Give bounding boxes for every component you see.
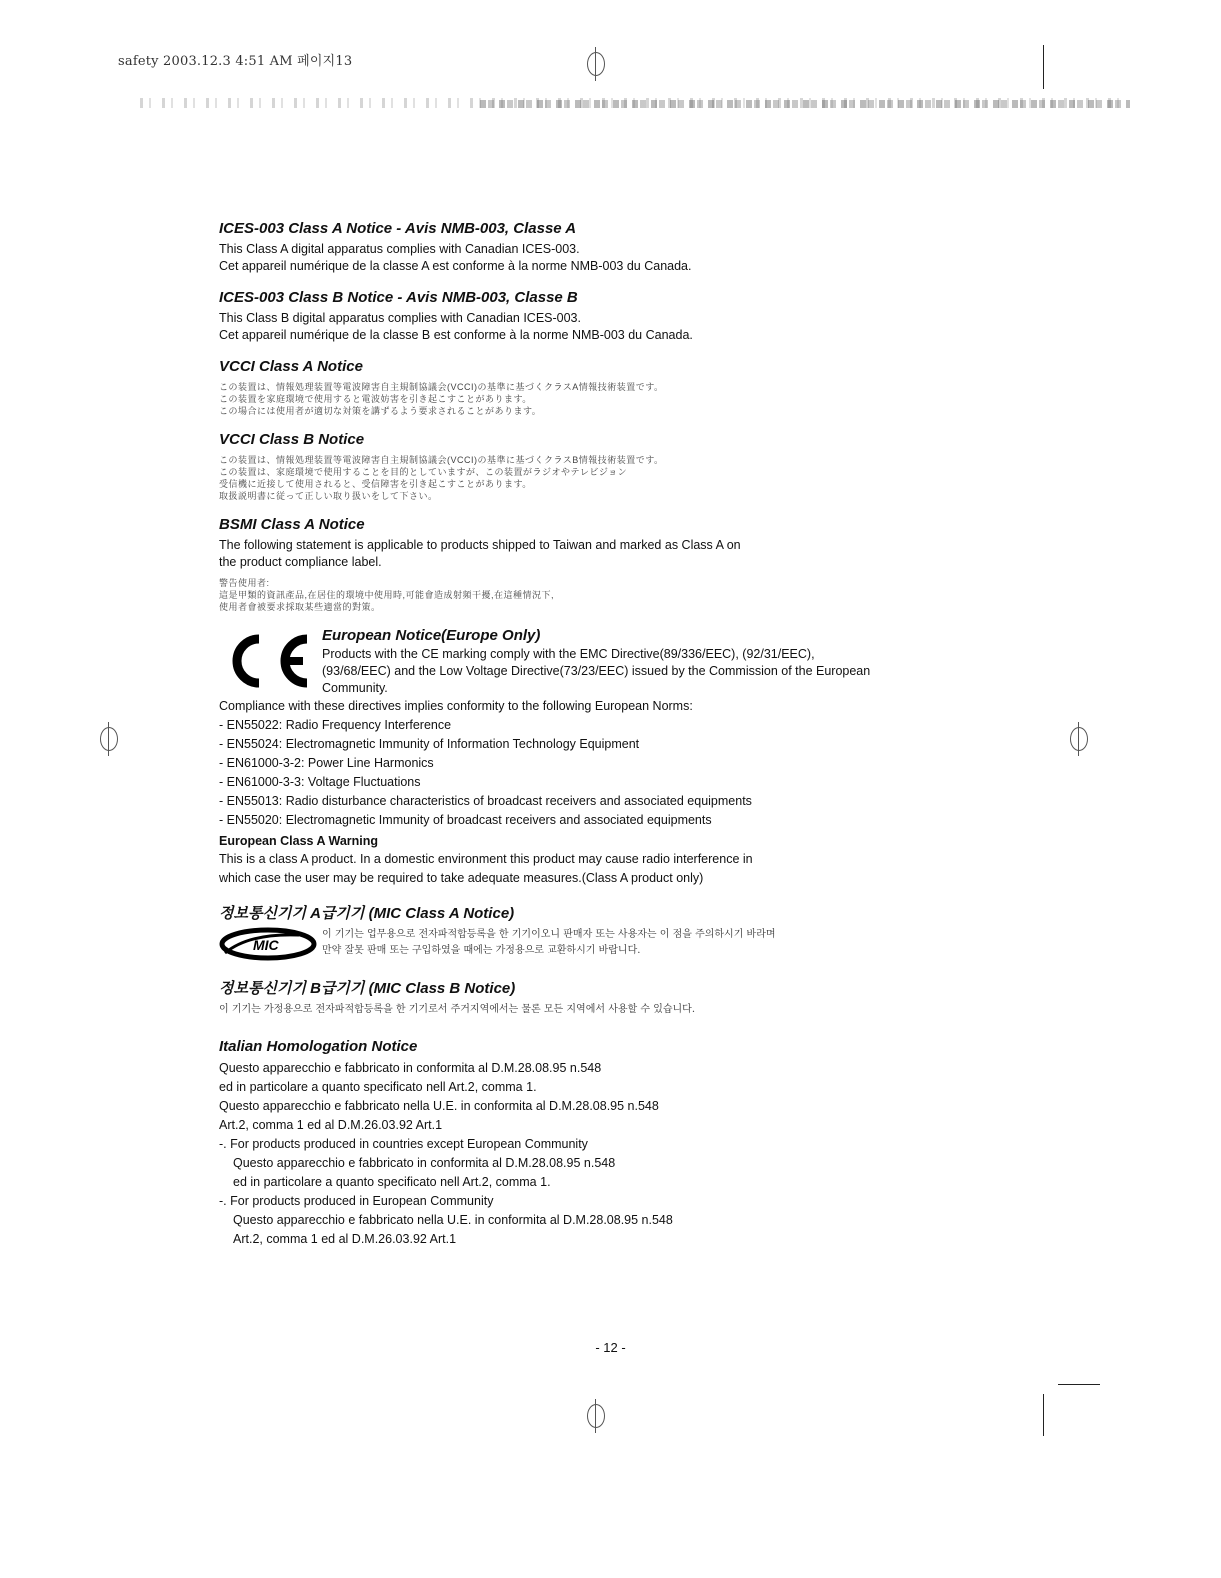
bullet-line: -. For products produced in countries except European Community <box>219 1137 588 1151</box>
italian-homologation-section <box>219 1038 1019 1249</box>
section-title: ICES-003 Class A Notice - Avis NMB-003, Classe A <box>219 220 577 237</box>
paragraph-line: (93/68/EEC) and the Low Voltage Directive(73/23/EEC) issued by the Commission of the European <box>322 664 871 678</box>
mic-notice-row <box>219 927 1019 963</box>
japanese-line: この装置は、情報処理装置等電波障害自主規制協議会(VCCI)の基準に基づくクラスA情報技術装置です。 <box>219 382 664 392</box>
korean-line: 이 기기는 업무용으로 전자파적합등록을 한 기기이오니 판매자 또는 사용자는 이 점을 주의하시기 바라며 <box>322 929 776 940</box>
paragraph-line: ed in particolare a quanto specificato nell Art.2, comma 1. <box>219 1080 537 1094</box>
list-item: - EN55022: Radio Frequency Interference <box>219 718 452 732</box>
japanese-line: 取扱説明書に従って正しい取り扱いをして下さい。 <box>219 491 438 501</box>
paragraph-line: This Class A digital apparatus complies with Canadian ICES-003. <box>219 242 580 256</box>
japanese-line: この装置は、家庭環境で使用することを目的としていますが、この装置がラジオやテレビジョン <box>219 467 628 477</box>
japanese-line: この場合には使用者が適切な対策を講ずるよう要求されることがあります。 <box>219 406 542 416</box>
crop-mark-bottom-right-h <box>1058 1384 1100 1385</box>
japanese-line: 受信機に近接して使用されると、受信障害を引き起こすことがあります。 <box>219 479 532 489</box>
registration-mark-top <box>587 52 605 76</box>
japanese-line: この装置は、情報処理装置等電波障害自主規制協議会(VCCI)の基準に基づくクラスB情報技術装置です。 <box>219 455 664 465</box>
document-body <box>219 220 1019 1263</box>
crop-mark-top-right <box>1043 45 1044 89</box>
registration-mark-bottom <box>587 1404 605 1428</box>
european-notice-section <box>219 627 1019 697</box>
bullet-line: -. For products produced in European Community <box>219 1194 494 1208</box>
paragraph-line: Art.2, comma 1 ed al D.M.26.03.92 Art.1 <box>219 1118 443 1132</box>
ices-class-a-section <box>219 220 1019 275</box>
section-title: Italian Homologation Notice <box>219 1038 418 1055</box>
bsmi-class-a-section <box>219 516 1019 613</box>
section-title: ICES-003 Class B Notice - Avis NMB-003, Classe B <box>219 289 578 306</box>
ices-class-b-section <box>219 289 1019 344</box>
list-item: - EN55020: Electromagnetic Immunity of broadcast receivers and associated equipments <box>219 813 712 827</box>
compliance-statement: Compliance with these directives implies conformity to the following European Norms: <box>219 699 693 713</box>
paragraph-line: Art.2, comma 1 ed al D.M.26.03.92 Art.1 <box>233 1232 457 1246</box>
section-title: VCCI Class A Notice <box>219 358 363 375</box>
ce-mark-icon <box>219 631 311 691</box>
registration-mark-left <box>100 727 118 751</box>
paragraph-line: Cet appareil numérique de la classe A est conforme à la norme NMB-003 du Canada. <box>219 259 692 273</box>
list-item: - EN61000-3-3: Voltage Fluctuations <box>219 775 421 789</box>
paragraph-line: This Class B digital apparatus complies with Canadian ICES-003. <box>219 311 581 325</box>
section-title: European Notice(Europe Only) <box>322 627 541 644</box>
vcci-class-a-section <box>219 358 1019 417</box>
korean-line: 이 기기는 가정용으로 전자파적합등록을 한 기기로서 주거지역에서는 물론 모든 지역에서 사용할 수 있습니다. <box>219 1004 696 1015</box>
paragraph-line: Questo apparecchio e fabbricato nella U.E. in conformita al D.M.28.08.95 n.548 <box>219 1099 659 1113</box>
list-item: - EN55013: Radio disturbance characteristics of broadcast receivers and associated equipments <box>219 794 752 808</box>
european-norms-list <box>219 716 1019 830</box>
mic-logo-icon <box>219 927 317 961</box>
section-title: VCCI Class B Notice <box>219 431 365 448</box>
scan-noise-strip-dark <box>480 100 1130 108</box>
paragraph-line: the product compliance label. <box>219 555 382 569</box>
section-title: BSMI Class A Notice <box>219 516 365 533</box>
chinese-line: 這是甲類的資訊產品,在居住的環境中使用時,可能會造成射頻干擾,在這種情況下, <box>219 590 555 600</box>
mic-class-a-section <box>219 902 1019 963</box>
paragraph-line: Products with the CE marking comply with the EMC Directive(89/336/EEC), (92/31/EEC), <box>322 647 815 661</box>
vcci-class-b-section <box>219 431 1019 502</box>
chinese-text-block <box>219 577 1019 613</box>
mic-class-b-section <box>219 977 1019 1018</box>
paragraph-line: which case the user may be required to take adequate measures.(Class A product only) <box>219 871 704 885</box>
paragraph-line: Questo apparecchio e fabbricato nella U.E. in conformita al D.M.28.08.95 n.548 <box>233 1213 673 1227</box>
chinese-line: 使用者會被要求採取某些適當的對策。 <box>219 602 381 612</box>
section-title: 정보통신기기 A급기기 (MIC Class A Notice) <box>219 905 515 922</box>
paragraph-line: Community. <box>322 681 388 695</box>
print-header-meta: safety 2003.12.3 4:51 AM 페이지13 <box>118 54 353 69</box>
korean-line: 만약 잘못 판매 또는 구입하였을 때에는 가정용으로 교환하시기 바랍니다. <box>322 945 641 956</box>
page-number: - 12 - <box>595 1340 626 1355</box>
subsection-title: European Class A Warning <box>219 834 379 848</box>
chinese-line: 警告使用者: <box>219 578 270 588</box>
paragraph-line: Cet appareil numérique de la classe B est conforme à la norme NMB-003 du Canada. <box>219 328 693 342</box>
list-item: - EN61000-3-2: Power Line Harmonics <box>219 756 434 770</box>
paragraph-line: This is a class A product. In a domestic environment this product may cause radio interference in <box>219 852 753 866</box>
crop-mark-bottom-right-v <box>1043 1394 1044 1436</box>
paragraph-line: ed in particolare a quanto specificato nell Art.2, comma 1. <box>233 1175 551 1189</box>
list-item: - EN55024: Electromagnetic Immunity of Information Technology Equipment <box>219 737 640 751</box>
paragraph-line: Questo apparecchio e fabbricato in conformita al D.M.28.08.95 n.548 <box>219 1061 602 1075</box>
mic-logo-text: MIC <box>253 937 279 953</box>
japanese-text-block <box>219 381 1019 417</box>
paragraph-line: Questo apparecchio e fabbricato in conformita al D.M.28.08.95 n.548 <box>233 1156 616 1170</box>
japanese-text-block <box>219 454 1019 502</box>
registration-mark-right <box>1070 727 1088 751</box>
paragraph-line: The following statement is applicable to products shipped to Taiwan and marked as Class A on <box>219 538 741 552</box>
japanese-line: この装置を家庭環境で使用すると電波妨害を引き起こすことがあります。 <box>219 394 532 404</box>
european-warning <box>219 834 1019 888</box>
section-title: 정보통신기기 B급기기 (MIC Class B Notice) <box>219 980 516 997</box>
